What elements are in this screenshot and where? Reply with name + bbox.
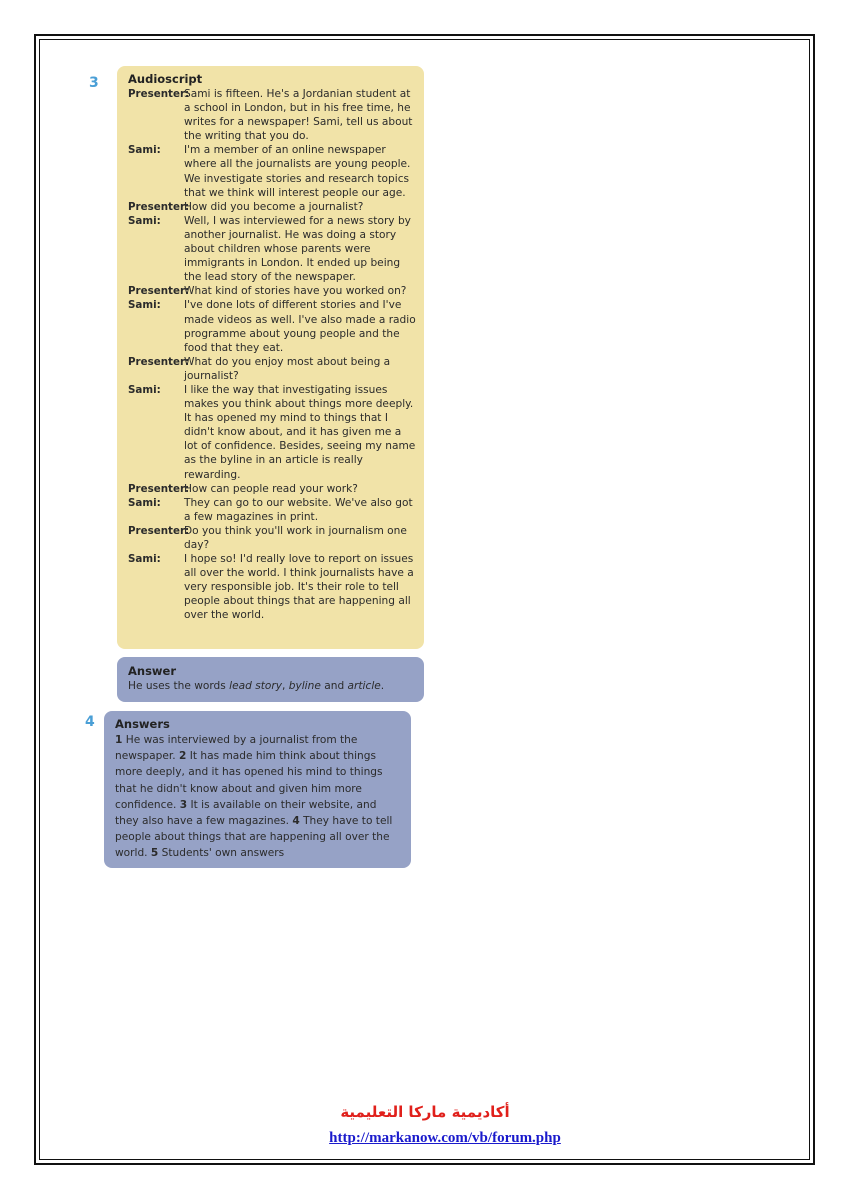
audioscript-line (128, 355, 416, 383)
speech-text: I like the way that investigating issues makes you think about things more deeply. It has opened my mind to things that I didn't know about, and it has given me a lot of confidence. Besides, seeing my name as the byline in an article is really rewarding. (184, 383, 416, 481)
answer-item-text: It is available on their website, and they also have a few magazines. (115, 798, 377, 828)
answer-text (128, 679, 413, 694)
answer-word-byline: byline (288, 680, 321, 692)
audioscript-line (128, 298, 416, 354)
speech-text: What kind of stories have you worked on? (184, 285, 407, 298)
answers-box (104, 711, 411, 868)
audioscript-line (128, 214, 416, 284)
answer-title: Answer (128, 664, 177, 678)
speaker-label: Sami: (128, 144, 161, 157)
speaker-label: Sami: (128, 496, 161, 509)
answer-number: 2 (179, 750, 187, 763)
audioscript-line (128, 482, 416, 496)
audioscript-line (128, 200, 416, 214)
answer-item-text: They have to tell people about things that are happening all over the world. (115, 815, 393, 860)
answer-number: 3 (179, 798, 188, 811)
speaker-label: Presenter: (128, 88, 190, 100)
speech-text: I hope so! I'd really love to report on issues all over the world. I think journalists have a very responsible job. It's their role to tell people about things that are happening all over the world. (184, 553, 414, 622)
speech-text: I'm a member of an online newspaper where all the journalists are young people. We investigate stories and research topics that we think will interest people our age. (184, 144, 411, 199)
speaker-label: Presenter: (128, 482, 190, 495)
answer-item-text: He was interviewed by a journalist from the newspaper. (115, 734, 358, 763)
speaker-label: Presenter: (128, 200, 190, 213)
answer-word-lead-story: lead story (229, 680, 282, 692)
answer-item-text: Students' own answers (158, 847, 285, 860)
answer-word-article: article (347, 680, 381, 692)
answers-text (115, 732, 400, 862)
answer-item-text: It has made him think about things more deeply, and it has opened his mind to things that he didn't know about and given him more confidence. (115, 750, 383, 811)
speaker-label: Presenter: (128, 355, 190, 368)
answers-title: Answers (115, 717, 170, 731)
answer-separator: and (320, 680, 348, 692)
audioscript-line (128, 87, 416, 143)
answer-suffix: . (380, 680, 385, 692)
answer-prefix: He uses the words (128, 680, 230, 692)
speech-text: What do you enjoy most about being a journalist? (184, 355, 391, 382)
footer-arabic-title: أكاديمية ماركا التعليمية (340, 1103, 510, 1121)
speech-text: How can people read your work? (184, 482, 358, 495)
audioscript-box (117, 66, 424, 649)
speaker-label: Sami: (128, 383, 161, 396)
speaker-label: Presenter: (128, 524, 190, 537)
audioscript-line (128, 284, 416, 298)
answer-separator: , (282, 680, 289, 692)
exercise-number-3: 3 (89, 75, 99, 91)
speaker-label: Presenter: (128, 285, 190, 298)
audioscript-line (128, 552, 416, 622)
footer-link[interactable]: http://markanow.com/vb/forum.php (329, 1130, 561, 1146)
audioscript-line (128, 383, 416, 482)
audioscript-line (128, 524, 416, 552)
answer-number: 4 (292, 815, 300, 828)
speech-text: How did you become a journalist? (184, 200, 364, 213)
answer-box (117, 657, 424, 702)
speaker-label: Sami: (128, 214, 161, 227)
audioscript-line (128, 143, 416, 199)
speech-text: Do you think you'll work in journalism one day? (184, 524, 407, 551)
answer-number: 5 (150, 847, 159, 860)
speech-text: Well, I was interviewed for a news story by another journalist. He was doing a story about children whose parents were immigrants in London. It ended up being the lead story of the newspaper. (184, 214, 411, 284)
speech-text: Sami is fifteen. He's a Jordanian student at a school in London, but in his free time, he writes for a newspaper! Sami, tell us about the writing that you do. (184, 88, 413, 143)
audioscript-line (128, 496, 416, 524)
speech-text: They can go to our website. We've also got a few magazines in print. (184, 496, 413, 523)
speech-text: I've done lots of different stories and I've made videos as well. I've also made a radio programme about young people and the food that they eat. (184, 299, 416, 354)
audioscript-lines (128, 87, 416, 623)
audioscript-title: Audioscript (128, 72, 203, 86)
answer-number: 1 (115, 734, 123, 746)
exercise-number-4: 4 (85, 714, 95, 730)
speaker-label: Sami: (128, 553, 161, 566)
speaker-label: Sami: (128, 299, 161, 312)
